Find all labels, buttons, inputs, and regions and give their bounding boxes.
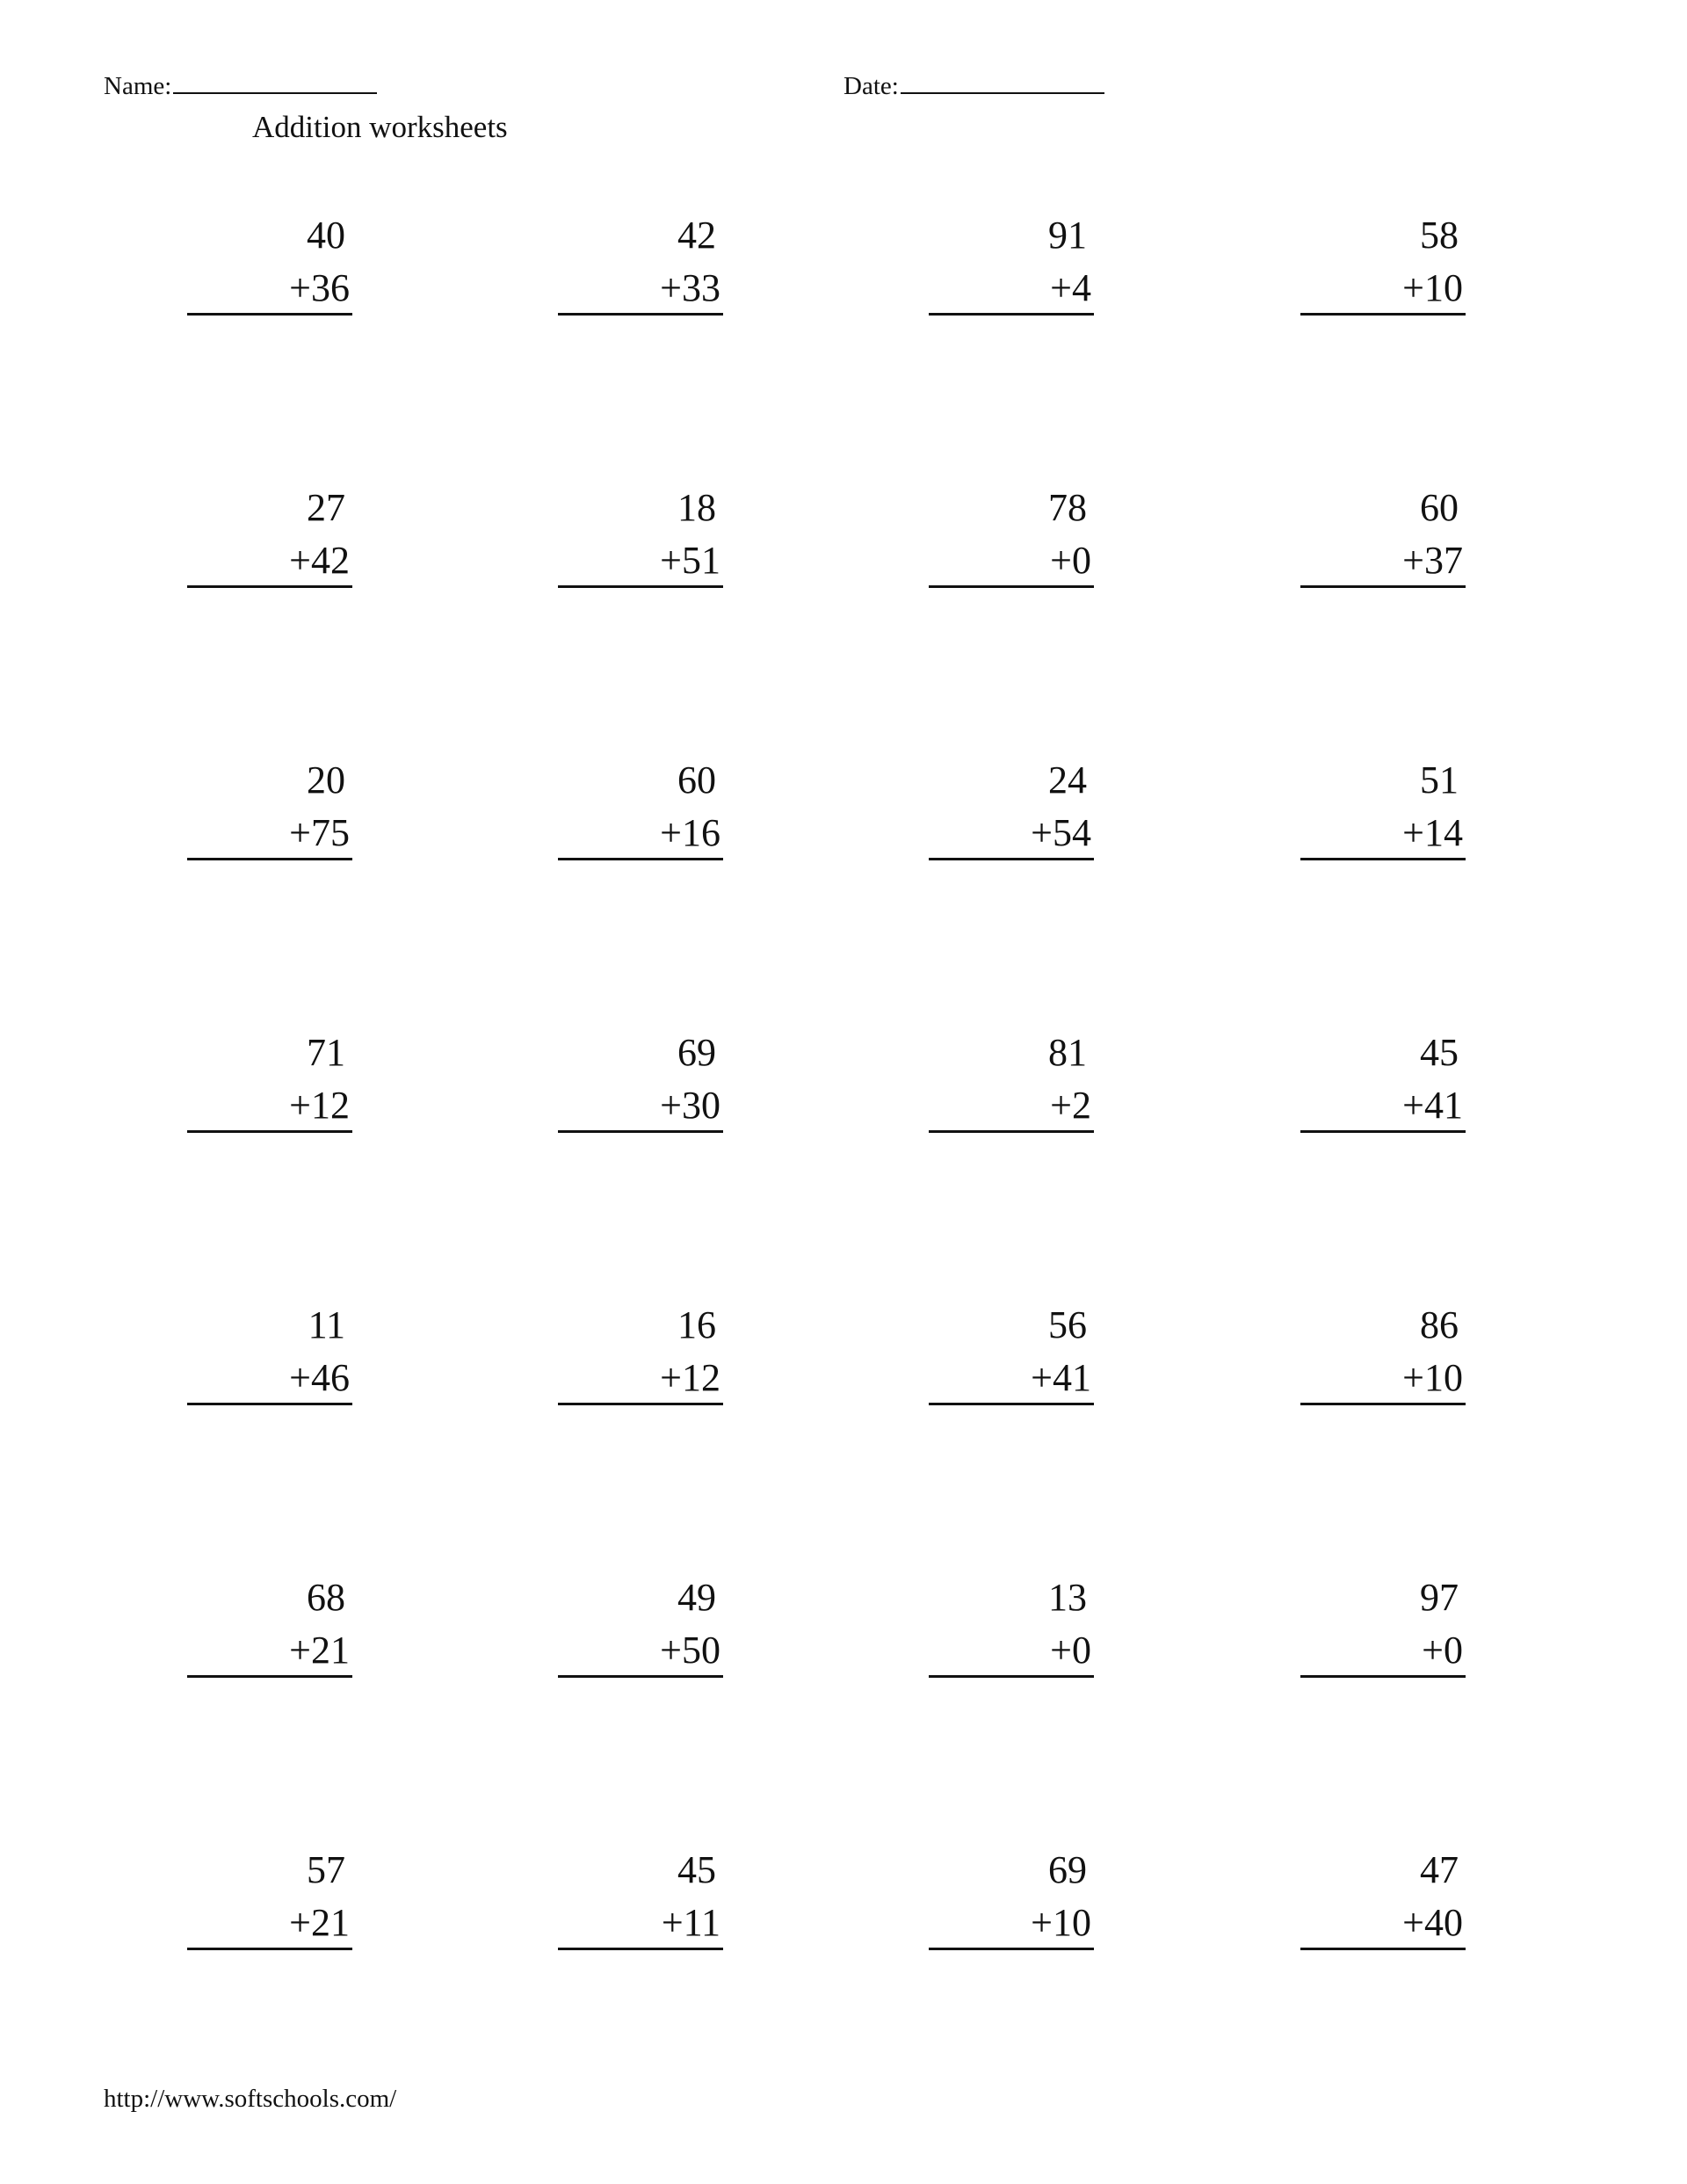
answer-line[interactable] bbox=[929, 1130, 1094, 1133]
answer-line[interactable] bbox=[187, 1130, 352, 1133]
addend-bottom: +41 bbox=[1402, 1084, 1463, 1127]
addition-problem bbox=[558, 758, 723, 854]
addend-top: 69 bbox=[1048, 1848, 1087, 1891]
addend-top: 40 bbox=[307, 214, 345, 257]
addend-bottom: +2 bbox=[1050, 1084, 1091, 1127]
addition-problem bbox=[1300, 1302, 1466, 1399]
addition-problem bbox=[187, 1575, 352, 1672]
addend-bottom: +54 bbox=[1031, 811, 1091, 854]
addition-problem bbox=[929, 1030, 1094, 1127]
addition-problem bbox=[187, 485, 352, 582]
addend-top: 56 bbox=[1048, 1303, 1087, 1346]
addition-problem bbox=[1300, 485, 1466, 582]
addend-top: 86 bbox=[1420, 1303, 1459, 1346]
addend-top: 18 bbox=[677, 486, 716, 529]
answer-line[interactable] bbox=[187, 1948, 352, 1950]
addend-bottom: +51 bbox=[660, 539, 720, 582]
addend-top: 49 bbox=[677, 1576, 716, 1619]
date-field[interactable] bbox=[844, 69, 1104, 104]
addend-top: 24 bbox=[1048, 758, 1087, 802]
answer-line[interactable] bbox=[187, 313, 352, 316]
addend-bottom: +41 bbox=[1031, 1356, 1091, 1399]
footer-url[interactable]: http://www.softschools.com/ bbox=[104, 2085, 397, 2113]
addend-top: 69 bbox=[677, 1031, 716, 1074]
addition-problem bbox=[1300, 1847, 1466, 1944]
addition-problem bbox=[558, 485, 723, 582]
addend-top: 91 bbox=[1048, 214, 1087, 257]
addend-bottom: +10 bbox=[1402, 266, 1463, 309]
addition-problem bbox=[187, 213, 352, 309]
addition-problem bbox=[187, 1847, 352, 1944]
answer-line[interactable] bbox=[558, 1403, 723, 1405]
addend-top: 58 bbox=[1420, 214, 1459, 257]
answer-line[interactable] bbox=[558, 1130, 723, 1133]
addend-bottom: +36 bbox=[289, 266, 350, 309]
addend-bottom: +16 bbox=[660, 811, 720, 854]
addend-bottom: +0 bbox=[1422, 1629, 1463, 1672]
addend-bottom: +21 bbox=[289, 1629, 350, 1672]
addend-bottom: +0 bbox=[1050, 539, 1091, 582]
addend-bottom: +33 bbox=[660, 266, 720, 309]
addition-problem bbox=[558, 1575, 723, 1672]
answer-line[interactable] bbox=[187, 1403, 352, 1405]
answer-line[interactable] bbox=[1300, 585, 1466, 588]
addition-problem bbox=[929, 758, 1094, 854]
answer-line[interactable] bbox=[187, 585, 352, 588]
addition-problem bbox=[1300, 1030, 1466, 1127]
addend-top: 68 bbox=[307, 1576, 345, 1619]
addition-problem bbox=[558, 1847, 723, 1944]
addend-bottom: +21 bbox=[289, 1901, 350, 1944]
addend-top: 51 bbox=[1420, 758, 1459, 802]
addend-top: 42 bbox=[677, 214, 716, 257]
answer-line[interactable] bbox=[187, 1675, 352, 1678]
addition-problem bbox=[929, 1302, 1094, 1399]
addend-top: 16 bbox=[677, 1303, 716, 1346]
addition-problem bbox=[929, 485, 1094, 582]
addend-top: 97 bbox=[1420, 1576, 1459, 1619]
answer-line[interactable] bbox=[558, 858, 723, 860]
answer-line[interactable] bbox=[187, 858, 352, 860]
date-label: Date: bbox=[844, 72, 899, 100]
answer-line[interactable] bbox=[1300, 1403, 1466, 1405]
date-blank-line[interactable] bbox=[901, 69, 1104, 94]
addition-problem bbox=[1300, 1575, 1466, 1672]
addition-problem bbox=[1300, 758, 1466, 854]
answer-line[interactable] bbox=[558, 1675, 723, 1678]
addend-bottom: +14 bbox=[1402, 811, 1463, 854]
addition-problem bbox=[187, 1302, 352, 1399]
addend-bottom: +12 bbox=[660, 1356, 720, 1399]
name-blank-line[interactable] bbox=[173, 69, 377, 94]
addend-bottom: +4 bbox=[1050, 266, 1091, 309]
answer-line[interactable] bbox=[558, 585, 723, 588]
addition-problem bbox=[929, 1847, 1094, 1944]
addend-top: 13 bbox=[1048, 1576, 1087, 1619]
answer-line[interactable] bbox=[929, 1403, 1094, 1405]
answer-line[interactable] bbox=[929, 858, 1094, 860]
addend-top: 57 bbox=[307, 1848, 345, 1891]
answer-line[interactable] bbox=[1300, 313, 1466, 316]
answer-line[interactable] bbox=[929, 585, 1094, 588]
addend-bottom: +40 bbox=[1402, 1901, 1463, 1944]
addition-problem bbox=[1300, 213, 1466, 309]
addend-bottom: +75 bbox=[289, 811, 350, 854]
addend-bottom: +0 bbox=[1050, 1629, 1091, 1672]
addend-top: 20 bbox=[307, 758, 345, 802]
answer-line[interactable] bbox=[1300, 1675, 1466, 1678]
answer-line[interactable] bbox=[929, 1948, 1094, 1950]
addition-problem bbox=[558, 1302, 723, 1399]
addend-bottom: +11 bbox=[661, 1901, 720, 1944]
addition-problem bbox=[929, 213, 1094, 309]
addend-bottom: +12 bbox=[289, 1084, 350, 1127]
addend-top: 45 bbox=[677, 1848, 716, 1891]
answer-line[interactable] bbox=[929, 313, 1094, 316]
answer-line[interactable] bbox=[558, 313, 723, 316]
answer-line[interactable] bbox=[1300, 1948, 1466, 1950]
addition-problem bbox=[187, 758, 352, 854]
addend-top: 71 bbox=[307, 1031, 345, 1074]
addend-bottom: +37 bbox=[1402, 539, 1463, 582]
addend-top: 27 bbox=[307, 486, 345, 529]
answer-line[interactable] bbox=[558, 1948, 723, 1950]
addend-bottom: +46 bbox=[289, 1356, 350, 1399]
addition-problem bbox=[558, 1030, 723, 1127]
answer-line[interactable] bbox=[1300, 858, 1466, 860]
addition-problem bbox=[558, 213, 723, 309]
addend-top: 81 bbox=[1048, 1031, 1087, 1074]
name-label: Name: bbox=[104, 72, 172, 100]
addend-top: 45 bbox=[1420, 1031, 1459, 1074]
addend-top: 47 bbox=[1420, 1848, 1459, 1891]
addend-top: 60 bbox=[677, 758, 716, 802]
answer-line[interactable] bbox=[929, 1675, 1094, 1678]
addition-problem bbox=[187, 1030, 352, 1127]
name-field[interactable] bbox=[104, 69, 377, 104]
answer-line[interactable] bbox=[1300, 1130, 1466, 1133]
addend-bottom: +10 bbox=[1402, 1356, 1463, 1399]
addend-bottom: +30 bbox=[660, 1084, 720, 1127]
addend-top: 60 bbox=[1420, 486, 1459, 529]
addend-bottom: +50 bbox=[660, 1629, 720, 1672]
addend-top: 11 bbox=[308, 1303, 345, 1346]
addend-top: 78 bbox=[1048, 486, 1087, 529]
addend-bottom: +10 bbox=[1031, 1901, 1091, 1944]
addend-bottom: +42 bbox=[289, 539, 350, 582]
page-title: Addition worksheets bbox=[252, 110, 508, 144]
addition-problem bbox=[929, 1575, 1094, 1672]
